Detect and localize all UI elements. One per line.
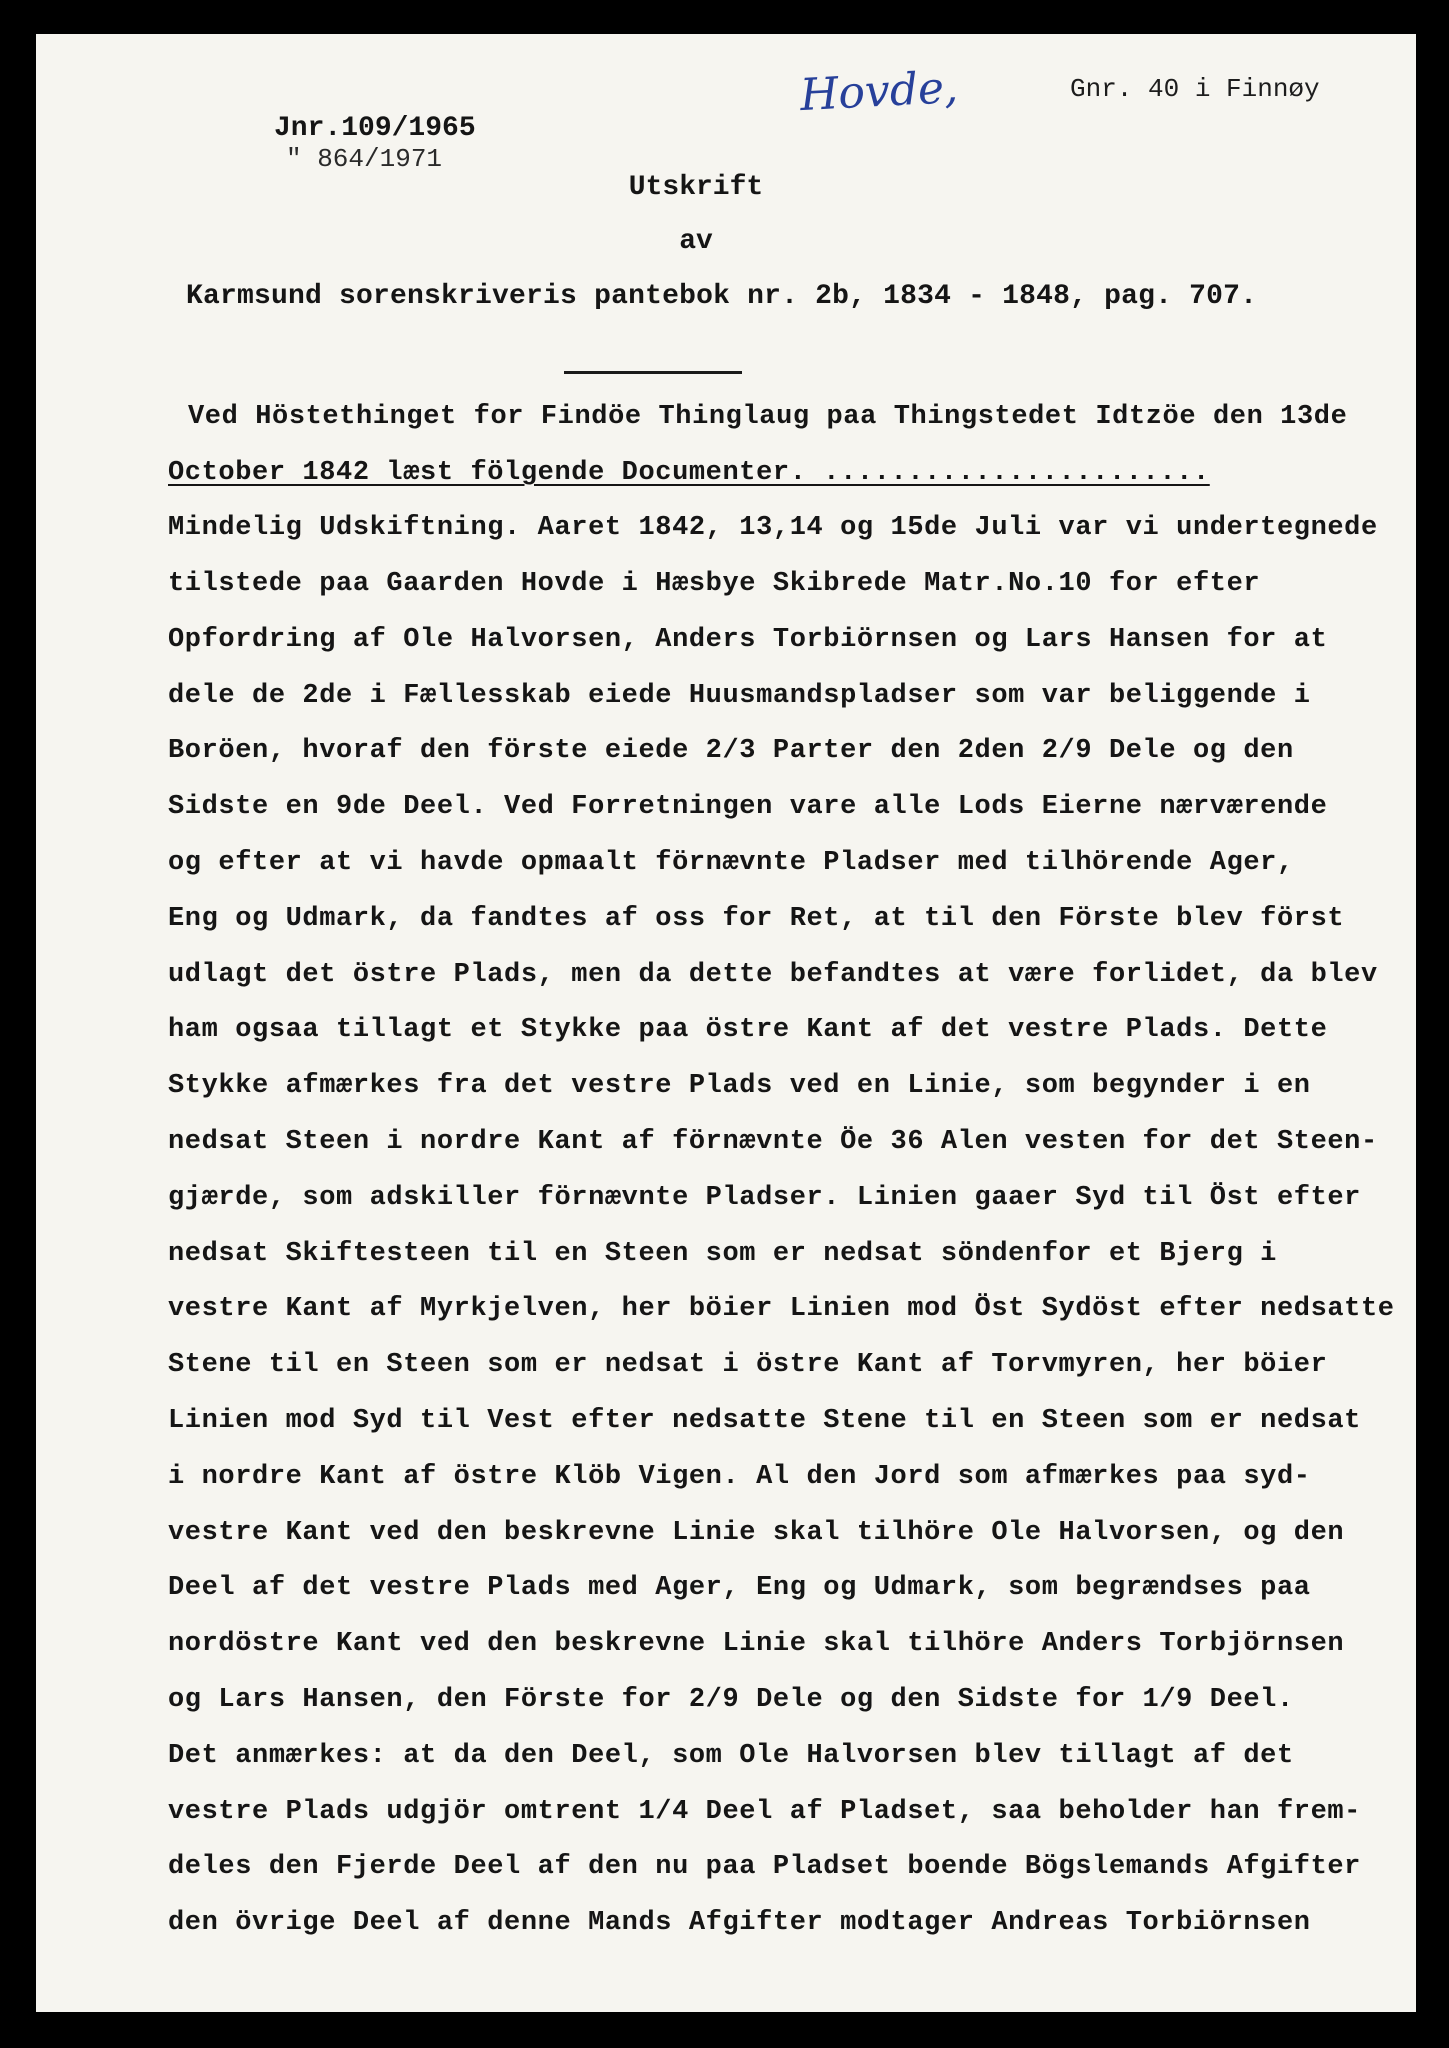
- text-line: Eng og Udmark, da fandtes af oss for Ret, at til den Förste blev först: [168, 904, 1345, 934]
- title-av: av: [679, 226, 713, 257]
- title-source: Karmsund sorenskriveris pantebok nr. 2b, 1834 - 1848, pag. 707.: [186, 281, 1258, 312]
- text-line: vestre Kant af Myrkjelven, her böier Linien mod Öst Sydöst efter nedsatte: [168, 1294, 1395, 1324]
- text-line: vestre Plads udgjör omtrent 1/4 Deel af Pladset, saa beholder han frem-: [168, 1797, 1361, 1827]
- document-page: [36, 34, 1416, 2012]
- text-line: nordöstre Kant ved den beskrevne Linie skal tilhöre Anders Torbjörnsen: [168, 1629, 1345, 1659]
- text-line: Deel af det vestre Plads med Ager, Eng og Udmark, som begrændses paa: [168, 1573, 1311, 1603]
- text-line: Boröen, hvoraf den förste eiede 2/3 Parter den 2den 2/9 Dele og den: [168, 736, 1294, 766]
- journal-number: Jnr.109/1965: [274, 113, 476, 144]
- text-line: den övrige Deel af denne Mands Afgifter modtager Andreas Torbiörnsen: [168, 1908, 1311, 1938]
- text-line: Det anmærkes: at da den Deel, som Ole Halvorsen blev tillagt af det: [168, 1741, 1294, 1771]
- text-line: Opfordring af Ole Halvorsen, Anders Torbiörnsen og Lars Hansen for at: [168, 625, 1328, 655]
- text-line: i nordre Kant af östre Klöb Vigen. Al den Jord som afmærkes paa syd-: [168, 1462, 1311, 1492]
- text-line: Stykke afmærkes fra det vestre Plads ved en Linie, som begynder i en: [168, 1071, 1311, 1101]
- text-line: Ved Höstethinget for Findöe Thinglaug paa Thingstedet Idtzöe den 13de: [188, 402, 1348, 432]
- text-line: October 1842 læst fölgende Documenter. .......................: [168, 458, 1210, 488]
- text-line: vestre Kant ved den beskrevne Linie skal tilhöre Ole Halvorsen, og den: [168, 1518, 1345, 1548]
- text-line: Sidste en 9de Deel. Ved Forretningen vare alle Lods Eierne nærværende: [168, 792, 1328, 822]
- text-line: Stene til en Steen som er nedsat i östre Kant af Torvmyren, her böier: [168, 1350, 1328, 1380]
- handwritten-note: Hovde,: [798, 61, 960, 122]
- text-line: Linien mod Syd til Vest efter nedsatte Stene til en Steen som er nedsat: [168, 1406, 1361, 1436]
- gnr-reference: Gnr. 40 i Finnøy: [1070, 74, 1320, 104]
- text-line: nedsat Skiftesteen til en Steen som er nedsat söndenfor et Bjerg i: [168, 1239, 1277, 1269]
- text-line: nedsat Steen i nordre Kant af förnævnte Öe 36 Alen vesten for det Steen-: [168, 1127, 1378, 1157]
- text-line: udlagt det östre Plads, men da dette befandtes at være forlidet, da blev: [168, 960, 1378, 990]
- text-line: deles den Fjerde Deel af den nu paa Pladset boende Bögslemands Afgifter: [168, 1852, 1361, 1882]
- text-line: og efter at vi havde opmaalt förnævnte Pladser med tilhörende Ager,: [168, 848, 1294, 878]
- title-utskrift: Utskrift: [628, 172, 764, 203]
- text-line: tilstede paa Gaarden Hovde i Hæsbye Skibrede Matr.No.10 for efter: [168, 569, 1261, 599]
- text-line: Mindelig Udskiftning. Aaret 1842, 13,14 og 15de Juli var vi undertegnede: [168, 513, 1378, 543]
- text-line: gjærde, som adskiller förnævnte Pladser. Linien gaaer Syd til Öst efter: [168, 1183, 1361, 1213]
- text-line: dele de 2de i Fællesskab eiede Huusmandspladser som var beliggende i: [168, 681, 1311, 711]
- text-line: ham ogsaa tillagt et Stykke paa östre Kant af det vestre Plads. Dette: [168, 1015, 1328, 1045]
- text-line: og Lars Hansen, den Förste for 2/9 Dele og den Sidste for 1/9 Deel.: [168, 1685, 1294, 1715]
- title-divider: [564, 371, 742, 374]
- journal-number-secondary: " 864/1971: [286, 144, 443, 174]
